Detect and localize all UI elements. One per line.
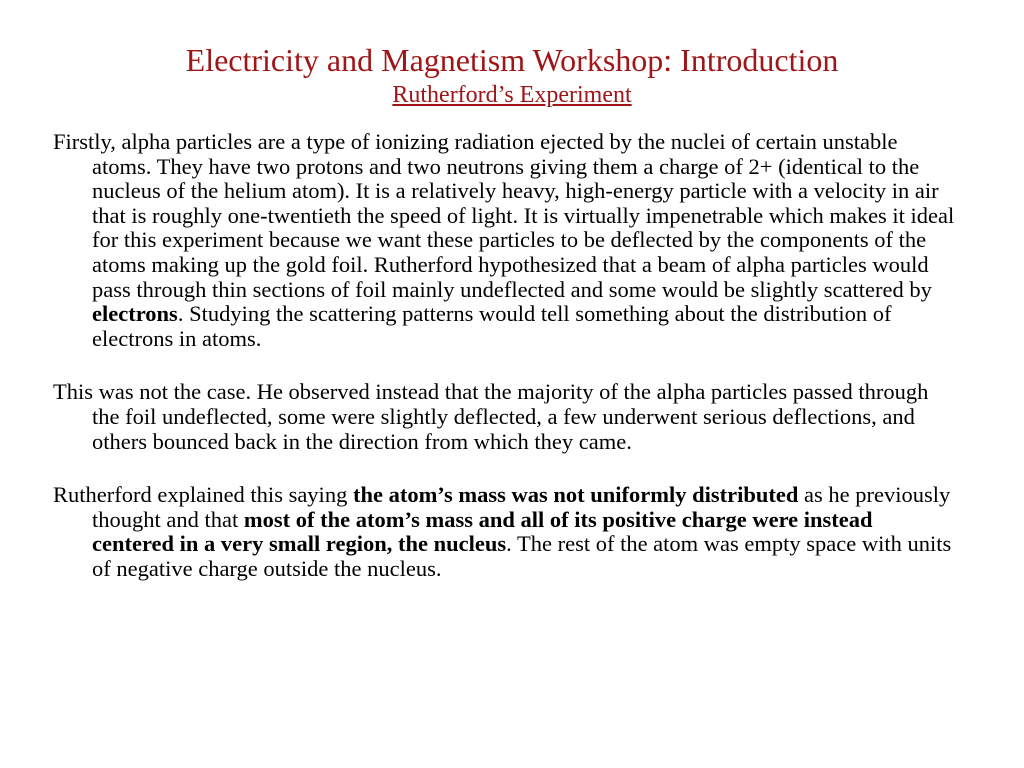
slide-body xyxy=(53,130,958,611)
paragraph-text: Firstly, alpha particles are a type of ionizing radiation ejected by the nuclei of certain unstable atoms. They have two protons and two neutrons giving them a charge of 2+ (identical to the nucleus of the helium atom). It is a relatively heavy, high-energy particle with a velocity in air that is roughly one-twentieth the speed of light. It is virtually impenetrable which makes it ideal for this experiment because we want these particles to be deflected by the components of the atoms making up the gold foil. Rutherford hypothesized that a beam of alpha particles would pass through thin sections of foil mainly undeflected and some would be slightly scattered by xyxy=(53,129,955,302)
slide-title: Electricity and Magnetism Workshop: Introduction xyxy=(185,42,839,78)
paragraph-explanation xyxy=(53,483,958,581)
paragraph-text: This was not the case. He observed instead that the majority of the alpha particles passed through the foil undeflected, some were slightly deflected, a few underwent serious deflections, and others bounced back in the direction from which they came. xyxy=(53,379,929,454)
paragraph-observation xyxy=(53,380,958,454)
paragraph-text: as he previously thought and that xyxy=(92,482,951,532)
paragraph-alpha-particles xyxy=(53,130,958,351)
paragraph-text: . Studying the scattering patterns would tell something about the distribution of electrons in atoms. xyxy=(92,301,892,351)
bold-text: the atom’s mass was not uniformly distributed xyxy=(352,482,799,508)
paragraph-text: Rutherford explained this saying xyxy=(53,482,353,508)
bold-text: electrons xyxy=(92,301,178,327)
bold-text: most of the atom’s mass and all of its positive charge were instead centered in a very small region, the nucleus xyxy=(92,506,873,557)
slide-subtitle: Rutherford’s Experiment xyxy=(392,82,632,108)
title-block xyxy=(0,40,1024,110)
paragraph-text: . The rest of the atom was empty space with units of negative charge outside the nucleus. xyxy=(92,531,952,581)
